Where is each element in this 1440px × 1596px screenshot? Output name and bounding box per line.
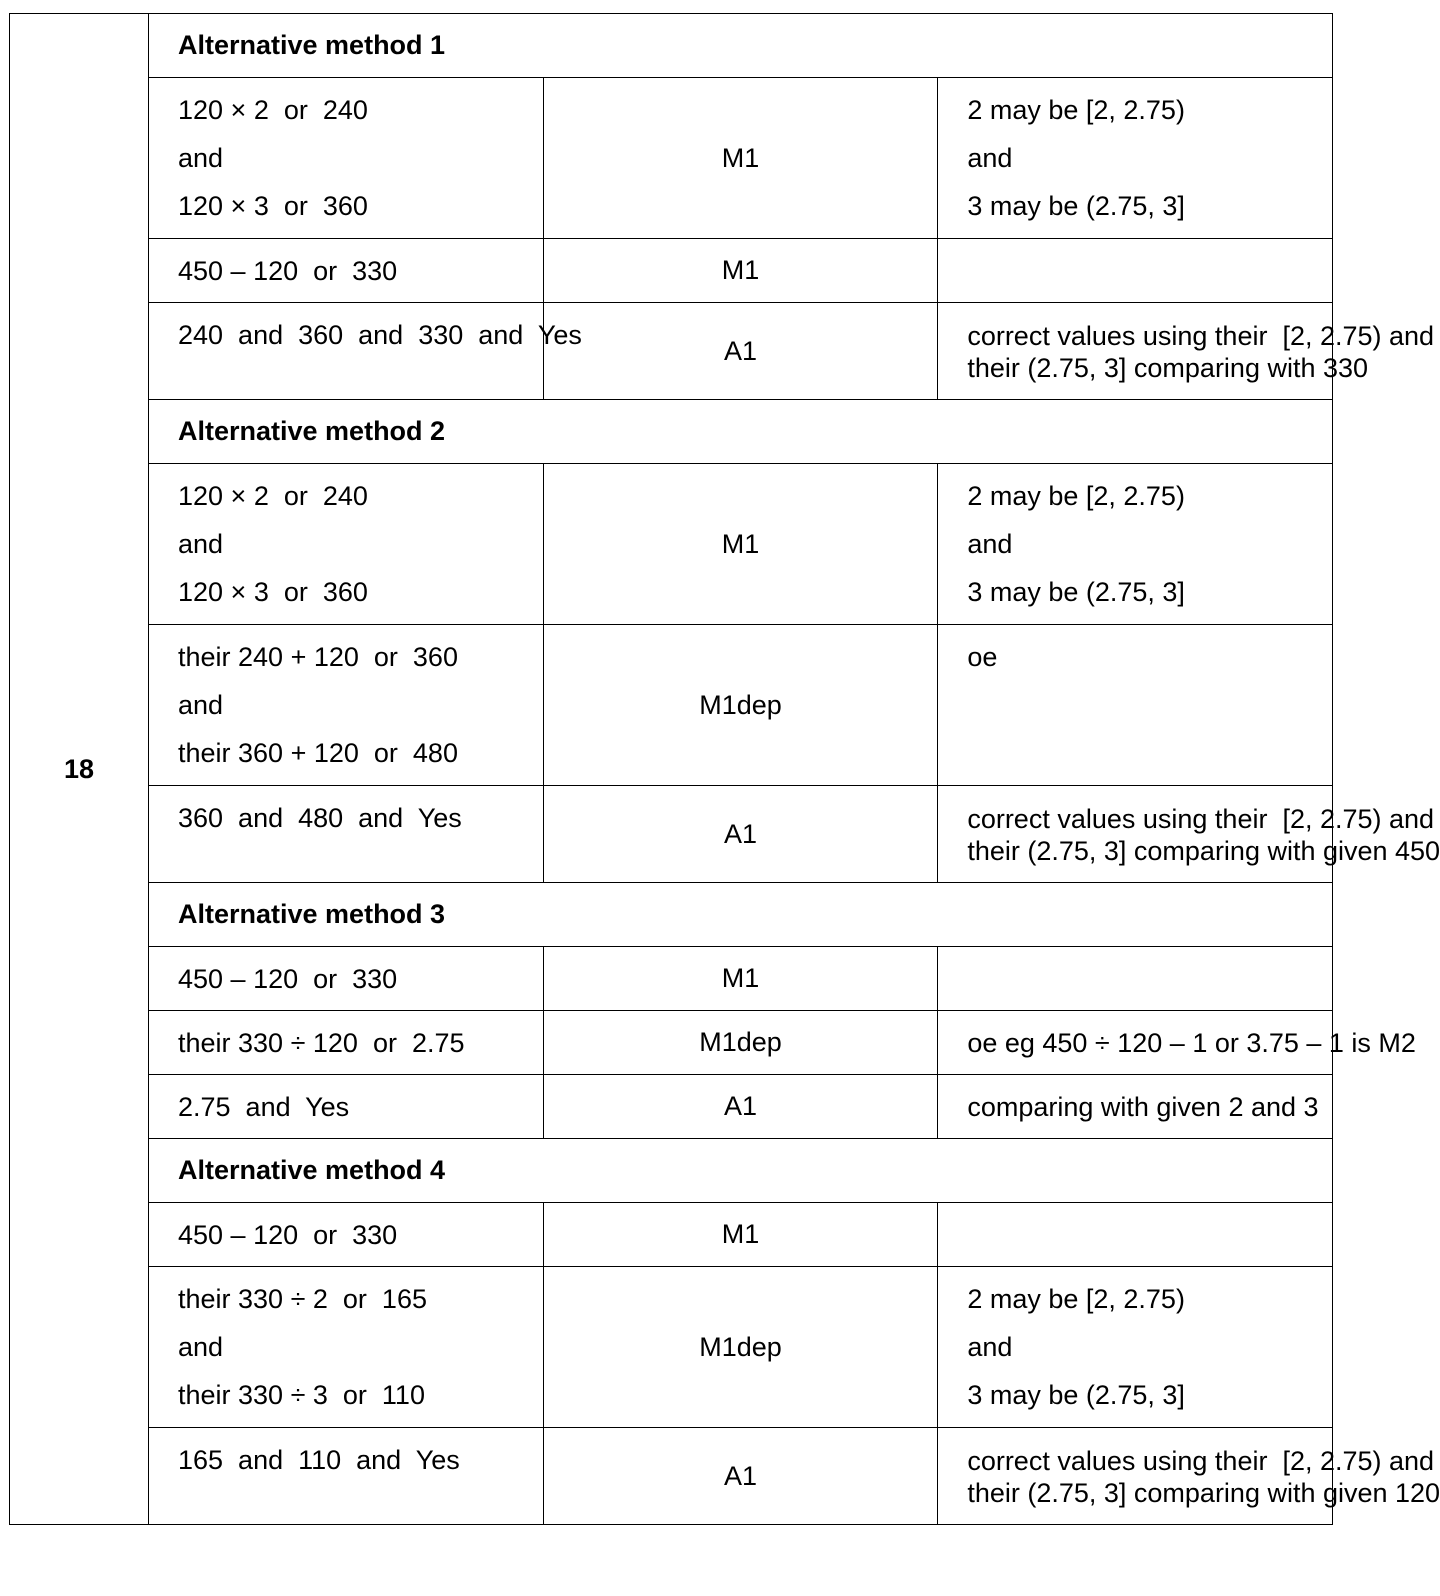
comment-cell — [938, 1011, 1416, 1075]
comment-line: and — [967, 529, 1013, 559]
comment-cell — [938, 1428, 1440, 1525]
mark-row — [10, 78, 1333, 239]
mark-code: M1dep — [543, 1267, 938, 1428]
comment-cell — [938, 947, 1333, 1011]
working-line: 120 × 3 or 360 — [178, 191, 368, 221]
working-line: 360 and 480 and Yes — [178, 803, 462, 833]
working-cell — [149, 1267, 544, 1428]
comment-lines — [967, 1011, 1416, 1067]
comment-line: and — [967, 143, 1013, 173]
comment-lines — [967, 78, 1332, 230]
working-cell — [149, 947, 544, 1011]
mark-code: M1 — [543, 239, 938, 303]
comment-line: 2 may be [2, 2.75) — [967, 1284, 1185, 1314]
comment-cell — [938, 1267, 1333, 1428]
working-lines — [178, 947, 543, 1003]
working-line: 165 and 110 and Yes — [178, 1445, 460, 1475]
comment-line: 3 may be (2.75, 3] — [967, 191, 1185, 221]
mark-row — [10, 1011, 1333, 1075]
working-line: 450 – 120 or 330 — [178, 1220, 398, 1250]
comment-line: their (2.75, 3] comparing with 330 — [967, 353, 1369, 383]
working-lines — [178, 1267, 543, 1419]
comment-line: 3 may be (2.75, 3] — [967, 577, 1185, 607]
working-lines — [178, 625, 543, 777]
method-heading-row — [10, 400, 1333, 464]
working-line: their 360 + 120 or 480 — [178, 738, 458, 768]
comment-line: correct values using their [2, 2.75) and — [967, 321, 1435, 351]
mark-code: A1 — [543, 786, 938, 883]
working-lines — [178, 464, 543, 616]
comment-lines — [967, 947, 1332, 955]
working-cell — [149, 1203, 544, 1267]
comment-lines — [967, 1203, 1332, 1211]
working-line: 240 and 360 and 330 and Yes — [178, 320, 582, 350]
working-lines — [178, 303, 582, 352]
working-lines — [178, 1203, 543, 1259]
mark-code: M1 — [543, 78, 938, 239]
mark-row — [10, 625, 1333, 786]
mark-code: M1 — [543, 947, 938, 1011]
mark-row — [10, 1428, 1333, 1525]
comment-lines — [967, 303, 1435, 384]
working-line: 450 – 120 or 330 — [178, 256, 398, 286]
comment-lines — [967, 786, 1440, 867]
working-cell — [149, 1075, 544, 1139]
working-cell — [149, 625, 544, 786]
working-line: their 330 ÷ 120 or 2.75 — [178, 1028, 465, 1058]
working-line: 120 × 3 or 360 — [178, 577, 368, 607]
working-line: their 240 + 120 or 360 — [178, 642, 458, 672]
mark-row — [10, 303, 1333, 400]
working-cell — [149, 303, 582, 400]
mark-row — [10, 1203, 1333, 1267]
working-lines — [178, 239, 543, 295]
comment-cell — [938, 78, 1333, 239]
working-line: 2.75 and Yes — [178, 1092, 350, 1122]
comment-cell — [938, 239, 1333, 303]
working-cell — [149, 1428, 544, 1525]
comment-lines — [967, 1075, 1332, 1131]
mark-code: M1dep — [543, 1011, 938, 1075]
mark-code: A1 — [543, 303, 938, 400]
working-lines — [178, 786, 543, 835]
comment-cell — [938, 1075, 1333, 1139]
comment-lines — [967, 1428, 1440, 1509]
working-line: and — [178, 529, 224, 559]
mark-row — [10, 947, 1333, 1011]
mark-code: M1 — [543, 1203, 938, 1267]
comment-line: 2 may be [2, 2.75) — [967, 481, 1185, 511]
comment-cell — [938, 625, 1333, 786]
comment-cell — [938, 786, 1440, 883]
comment-line: correct values using their [2, 2.75) and — [967, 1446, 1435, 1476]
comment-line: their (2.75, 3] comparing with given 450 — [967, 836, 1440, 866]
mark-scheme-body — [10, 14, 1440, 1525]
working-line: and — [178, 1332, 224, 1362]
working-lines — [178, 1428, 543, 1477]
mark-code: A1 — [543, 1075, 938, 1139]
working-line: 120 × 2 or 240 — [178, 95, 368, 125]
mark-scheme-table — [9, 13, 1440, 1525]
mark-row — [10, 464, 1333, 625]
working-cell — [149, 239, 544, 303]
working-cell — [149, 78, 544, 239]
mark-code: A1 — [543, 1428, 938, 1525]
comment-line: and — [967, 1332, 1013, 1362]
working-line: their 330 ÷ 2 or 165 — [178, 1284, 427, 1314]
working-cell — [149, 786, 544, 883]
comment-line: comparing with given 2 and 3 — [967, 1092, 1319, 1122]
comment-lines — [967, 625, 1332, 681]
method-heading: Alternative method 2 — [149, 400, 1333, 464]
comment-line: oe eg 450 ÷ 120 – 1 or 3.75 – 1 is M2 — [967, 1028, 1416, 1058]
method-heading: Alternative method 3 — [149, 883, 1333, 947]
method-heading-row — [10, 883, 1333, 947]
mark-code: M1 — [543, 464, 938, 625]
comment-cell — [938, 464, 1333, 625]
mark-row — [10, 786, 1333, 883]
comment-line: correct values using their [2, 2.75) and — [967, 804, 1435, 834]
comment-line: oe — [967, 642, 998, 672]
comment-line: 3 may be (2.75, 3] — [967, 1380, 1185, 1410]
mark-row — [10, 1075, 1333, 1139]
comment-cell — [938, 1203, 1333, 1267]
comment-lines — [967, 464, 1332, 616]
working-line: and — [178, 143, 224, 173]
comment-lines — [967, 239, 1332, 247]
method-heading-row — [10, 1139, 1333, 1203]
comment-cell — [938, 303, 1435, 400]
mark-row — [10, 1267, 1333, 1428]
question-number: 18 — [10, 14, 149, 1525]
comment-line: their (2.75, 3] comparing with given 120 — [967, 1478, 1440, 1508]
method-heading: Alternative method 1 — [149, 14, 1333, 78]
comment-lines — [967, 1267, 1332, 1419]
method-heading-row — [10, 14, 1333, 78]
working-cell — [149, 1011, 544, 1075]
working-line: and — [178, 690, 224, 720]
working-line: 450 – 120 or 330 — [178, 964, 398, 994]
working-cell — [149, 464, 544, 625]
mark-code: M1dep — [543, 625, 938, 786]
working-lines — [178, 78, 543, 230]
working-line: 120 × 2 or 240 — [178, 481, 368, 511]
working-lines — [178, 1011, 543, 1067]
comment-line: 2 may be [2, 2.75) — [967, 95, 1185, 125]
working-lines — [178, 1075, 543, 1131]
mark-row — [10, 239, 1333, 303]
method-heading: Alternative method 4 — [149, 1139, 1333, 1203]
working-line: their 330 ÷ 3 or 110 — [178, 1380, 425, 1410]
